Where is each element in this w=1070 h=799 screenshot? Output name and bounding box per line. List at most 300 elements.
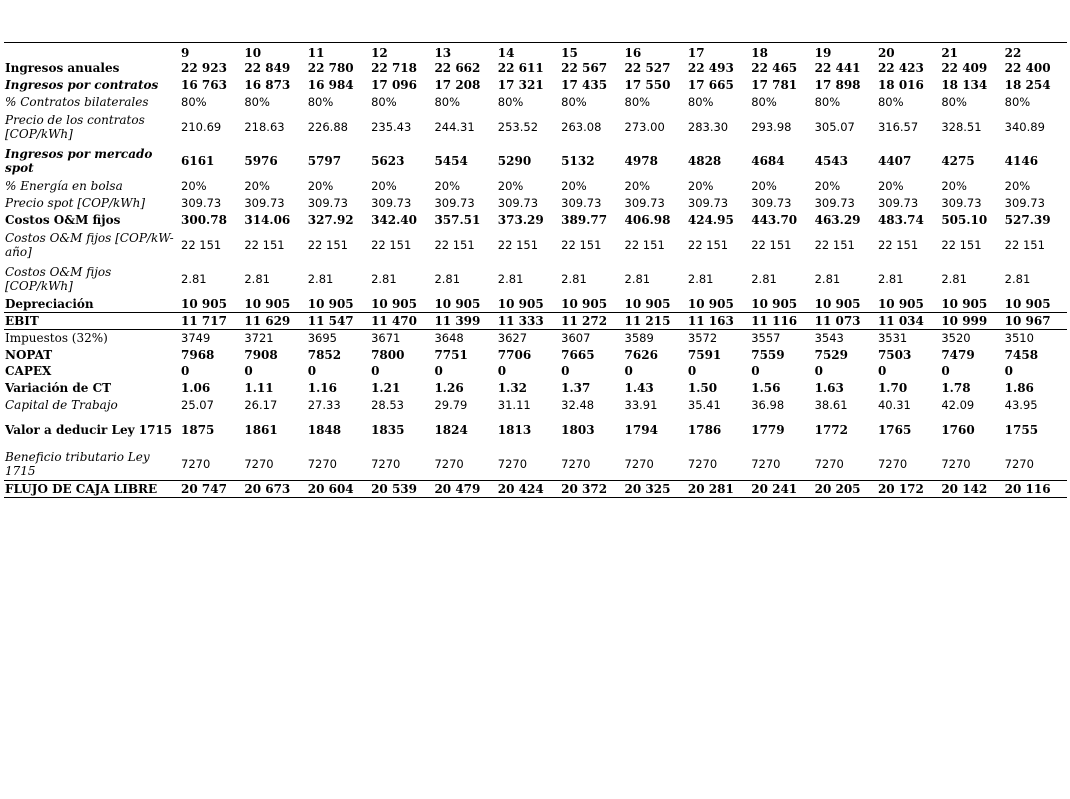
cell-value: 20 241 [750,481,813,498]
cell-value: 80% [434,94,460,109]
cell-value: 1760 [941,422,975,437]
cell-value: 4146 [1004,154,1039,169]
cell-value: 22 923 [181,61,227,76]
cell-value: 11 717 [180,313,243,330]
cell-value: 20 673 [243,481,306,498]
row-label: Ingresos anuales [5,61,120,76]
year-header: 17 [687,45,705,60]
cell-value: 7706 [497,347,532,362]
cell-value: 3627 [497,331,528,346]
table-row [4,346,1067,363]
row-label: Valor a deducir Ley 1715 [5,422,173,437]
cell-value: 10 905 [307,297,354,312]
cell-value: 17 550 [624,78,671,93]
table-row [4,262,1067,296]
cell-value: 20% [751,179,777,194]
cell-value: 527.39 [1004,212,1051,227]
cell-value: 10 905 [687,297,734,312]
table-row [4,110,1067,144]
cell-value: 309.73 [181,196,222,211]
cell-value: 10 905 [814,297,861,312]
cell-value: 357.51 [434,212,481,227]
cell-value: 3531 [877,331,908,346]
cell-value: 22 465 [751,61,798,76]
cell-value: 20 205 [814,481,877,498]
cell-value: 0 [307,364,317,379]
cell-value: 0 [1004,364,1014,379]
table-row [4,330,1067,347]
cell-value: 10 905 [877,297,924,312]
cell-value: 309.73 [941,196,982,211]
cell-value: 309.73 [687,196,729,211]
cell-value: 3721 [244,331,274,346]
cell-value: 1861 [244,422,278,437]
year-header: 19 [814,45,832,60]
cell-value: 16 984 [307,78,354,93]
cell-value: 309.73 [814,196,855,211]
row-label: NOPAT [5,347,53,362]
cell-value: 20 172 [877,481,940,498]
year-header: 20 [877,45,895,60]
cell-value: 244.31 [434,120,475,135]
cell-value: 1772 [814,422,848,437]
row-label: Ingresos por contratos [5,78,159,93]
cell-value: 10 905 [244,297,291,312]
cell-value: 7270 [814,456,844,471]
cell-value: 309.73 [624,196,665,211]
cell-value: 36.98 [751,397,785,412]
cell-value: 2.81 [307,272,334,287]
year-header: 9 [181,45,190,60]
cell-value: 424.95 [687,212,734,227]
cell-value: 2.81 [561,272,587,287]
cell-value: 18 254 [1004,78,1051,93]
cell-value: 7270 [307,456,337,471]
cell-value: 22 151 [371,238,412,253]
cell-value: 11 470 [370,313,433,330]
cell-value: 11 163 [687,313,750,330]
cell-value: 5454 [434,154,468,169]
cell-value: 11 116 [750,313,813,330]
cell-value: 28.53 [371,397,405,412]
row-label: Ingresos por mercado spot [5,147,153,176]
cell-value: 2.81 [814,272,841,287]
cell-value: 1.50 [687,380,718,395]
cell-value: 20% [244,179,270,194]
cell-value: 22 151 [941,238,982,253]
row-label: Costos O&M fijos [COP/kWh] [5,265,112,294]
cell-value: 22 409 [941,61,988,76]
cell-value: 80% [687,94,714,109]
cell-value: 309.73 [244,196,285,211]
cell-value: 2.81 [877,272,904,287]
cell-value: 0 [244,364,253,379]
cell-value: 80% [181,94,207,109]
cell-value: 7559 [751,347,785,362]
cell-value: 300.78 [181,212,227,227]
cell-value: 4407 [877,154,912,169]
cell-value: 17 096 [371,78,418,93]
cell-value: 22 151 [244,238,285,253]
cell-value: 10 905 [1004,297,1051,312]
cell-value: 40.31 [877,397,911,412]
cell-value: 5290 [497,154,532,169]
cell-value: 7852 [307,347,342,362]
row-label: FLUJO DE CAJA LIBRE [4,481,180,498]
cell-value: 7270 [497,456,528,471]
cell-value: 17 665 [687,78,734,93]
cell-value: 11 547 [307,313,370,330]
cell-value: 3589 [624,331,654,346]
row-label: Variación de CT [5,380,112,395]
cell-value: 226.88 [307,120,348,135]
cell-value: 1.32 [497,380,528,395]
cell-value: 0 [561,364,570,379]
cell-value: 342.40 [371,212,418,227]
cell-value: 10 905 [941,297,988,312]
cell-value: 7270 [244,456,274,471]
cell-value: 309.73 [434,196,475,211]
cell-value: 11 034 [877,313,940,330]
cell-value: 1.63 [814,380,844,395]
cell-value: 20% [814,179,841,194]
cell-value: 389.77 [561,212,608,227]
cell-value: 309.73 [877,196,919,211]
cell-value: 80% [371,94,397,109]
cell-value: 11 333 [497,313,560,330]
year-header: 13 [434,45,452,60]
cell-value: 1.26 [434,380,464,395]
cell-value: 1813 [497,422,532,437]
cell-value: 406.98 [624,212,671,227]
table-row [4,380,1067,397]
cell-value: 20 281 [687,481,750,498]
cell-value: 7270 [624,456,654,471]
cell-value: 20% [371,179,397,194]
cell-value: 3749 [181,331,211,346]
cell-value: 3695 [307,331,337,346]
cell-value: 5623 [371,154,405,169]
row-label: CAPEX [5,364,52,379]
year-header: 14 [497,45,515,60]
cell-value: 17 321 [497,78,544,93]
cell-value: 263.08 [561,120,602,135]
row-label: Beneficio tributario Ley 1715 [5,449,150,478]
row-label: Costos O&M fijos [5,212,121,227]
cell-value: 5797 [307,154,342,169]
cell-value: 1765 [877,422,912,437]
cell-value: 505.10 [941,212,988,227]
table-row [4,195,1067,212]
cell-value: 22 662 [434,61,481,76]
cell-value: 2.81 [941,272,967,287]
row-label: EBIT [4,313,180,330]
cell-value: 22 567 [561,61,608,76]
cell-value: 5132 [561,154,595,169]
cell-value: 20% [687,179,714,194]
cell-value: 22 151 [624,238,665,253]
cell-value: 7968 [181,347,215,362]
cell-value: 1779 [751,422,785,437]
cell-value: 314.06 [244,212,291,227]
cell-value: 4275 [941,154,975,169]
cell-value: 18 016 [877,78,924,93]
cell-value: 22 527 [624,61,671,76]
year-header: 16 [624,45,642,60]
header-corner [4,43,180,61]
cell-value: 80% [497,94,524,109]
cell-value: 20% [561,179,587,194]
cell-value: 35.41 [687,397,721,412]
cell-value: 22 441 [814,61,861,76]
cell-value: 25.07 [181,397,214,412]
table-row [4,144,1067,178]
cell-value: 7270 [434,456,464,471]
cell-value: 11 073 [814,313,877,330]
table-row [4,93,1067,110]
cell-value: 0 [687,364,697,379]
cell-value: 7626 [624,347,658,362]
cell-value: 1794 [624,422,658,437]
cell-value: 17 781 [751,78,798,93]
cell-value: 22 400 [1004,61,1051,76]
cell-value: 11 629 [243,313,306,330]
cell-value: 0 [941,364,950,379]
cell-value: 26.17 [244,397,278,412]
cell-value: 32.48 [561,397,595,412]
cell-value: 4543 [814,154,848,169]
year-header: 22 [1004,45,1022,60]
cell-value: 309.73 [307,196,348,211]
cell-value: 17 898 [814,78,861,93]
cell-value: 328.51 [941,120,982,135]
cell-value: 5976 [244,154,278,169]
cell-value: 327.92 [307,212,354,227]
cell-value: 20% [307,179,334,194]
cell-value: 80% [244,94,270,109]
table-body [4,43,1067,498]
cell-value: 10 967 [1004,313,1067,330]
cell-value: 18 134 [941,78,988,93]
row-label: % Contratos bilaterales [5,94,149,109]
cell-value: 2.81 [687,272,714,287]
cell-value: 1786 [687,422,722,437]
cell-value: 1.11 [244,380,274,395]
cell-value: 22 611 [497,61,544,76]
cell-value: 7908 [244,347,278,362]
cell-value: 0 [181,364,190,379]
cell-value: 3510 [1004,331,1034,346]
year-header: 18 [751,45,768,60]
cell-value: 80% [941,94,967,109]
cell-value: 22 151 [497,238,539,253]
cell-value: 2.81 [497,272,524,287]
cell-value: 2.81 [1004,272,1031,287]
cell-value: 443.70 [751,212,798,227]
cell-value: 309.73 [1004,196,1045,211]
cell-value: 3572 [687,331,718,346]
cell-value: 20 539 [370,481,433,498]
table-row [4,481,1067,498]
cell-value: 80% [561,94,587,109]
cell-value: 7270 [877,456,908,471]
cell-value: 218.63 [244,120,285,135]
row-label: Impuestos (32%) [5,331,108,346]
cell-value: 7270 [181,456,211,471]
cell-value: 7458 [1004,347,1039,362]
cell-value: 1875 [181,422,215,437]
table-row [4,60,1067,77]
year-header: 15 [561,45,578,60]
cell-value: 20% [941,179,967,194]
cell-value: 33.91 [624,397,658,412]
cell-value: 10 905 [561,297,608,312]
cell-value: 7751 [434,347,468,362]
cell-value: 22 151 [687,238,729,253]
cell-value: 0 [751,364,760,379]
table-row [4,413,1067,447]
cell-value: 7270 [561,456,591,471]
cell-value: 16 873 [244,78,291,93]
row-label: Precio spot [COP/kWh] [5,196,146,211]
year-header: 21 [941,45,959,60]
cell-value: 20 479 [433,481,496,498]
cell-value: 309.73 [561,196,602,211]
cell-value: 22 151 [1004,238,1045,253]
cell-value: 235.43 [371,120,412,135]
row-label: Capital de Trabajo [5,397,118,412]
cell-value: 0 [877,364,887,379]
cell-value: 22 423 [877,61,924,76]
cell-value: 2.81 [371,272,397,287]
cell-value: 27.33 [307,397,341,412]
cell-value: 20 424 [497,481,560,498]
cell-value: 1.06 [181,380,211,395]
cell-value: 7503 [877,347,912,362]
cell-value: 22 780 [307,61,354,76]
cell-value: 1.78 [941,380,971,395]
cell-value: 80% [307,94,334,109]
cell-value: 10 905 [497,297,544,312]
table-row [4,396,1067,413]
table-row [4,363,1067,380]
cash-flow-table [4,42,1067,498]
cell-value: 11 399 [433,313,496,330]
cell-value: 29.79 [434,397,468,412]
table-row [4,296,1067,313]
cell-value: 7800 [371,347,405,362]
cell-value: 80% [814,94,841,109]
cell-value: 10 905 [624,297,671,312]
cell-value: 11 272 [560,313,623,330]
cell-value: 10 999 [940,313,1003,330]
cell-value: 3607 [561,331,591,346]
cell-value: 2.81 [751,272,777,287]
cell-value: 4978 [624,154,658,169]
cell-value: 1835 [371,422,405,437]
table-row [4,313,1067,330]
table-row [4,178,1067,195]
cell-value: 3648 [434,331,464,346]
cell-value: 0 [814,364,823,379]
row-label: % Energía en bolsa [5,179,123,194]
cell-value: 80% [751,94,777,109]
cell-value: 22 718 [371,61,418,76]
cell-value: 22 151 [307,238,348,253]
cell-value: 2.81 [434,272,461,287]
cell-value: 309.73 [751,196,792,211]
table-row [4,228,1067,262]
cell-value: 80% [1004,94,1031,109]
cell-value: 3671 [371,331,401,346]
cell-value: 17 208 [434,78,481,93]
cell-value: 7270 [1004,456,1034,471]
cell-value: 1.16 [307,380,337,395]
cell-value: 1.70 [877,380,908,395]
cell-value: 7270 [751,456,781,471]
cell-value: 22 151 [561,238,602,253]
cell-value: 316.57 [877,120,919,135]
cell-value: 20% [1004,179,1031,194]
cell-value: 80% [624,94,651,109]
cell-value: 7270 [941,456,971,471]
table-row [4,211,1067,228]
cell-value: 483.74 [877,212,924,227]
cell-value: 210.69 [181,120,222,135]
cell-value: 309.73 [371,196,412,211]
cell-value: 10 905 [371,297,418,312]
cell-value: 7665 [561,347,595,362]
cell-value: 22 151 [814,238,855,253]
cell-value: 305.07 [814,120,855,135]
cell-value: 10 905 [434,297,481,312]
cell-value: 22 849 [244,61,291,76]
cell-value: 293.98 [751,120,792,135]
cell-value: 0 [371,364,380,379]
cell-value: 7270 [371,456,401,471]
cell-value: 43.95 [1004,397,1038,412]
cell-value: 20 142 [940,481,1003,498]
cell-value: 4828 [687,154,722,169]
cell-value: 1755 [1004,422,1039,437]
table-row [4,447,1067,481]
cell-value: 340.89 [1004,120,1045,135]
year-header-row [4,43,1067,61]
cell-value: 20% [434,179,460,194]
cell-value: 0 [434,364,443,379]
cell-value: 38.61 [814,397,848,412]
year-header: 11 [307,45,325,60]
row-label: Precio de los contratos [COP/kWh] [5,113,145,142]
cell-value: 11 215 [624,313,687,330]
cell-value: 3557 [751,331,781,346]
cell-value: 3543 [814,331,844,346]
cell-value: 373.29 [497,212,544,227]
cell-value: 253.52 [497,120,539,135]
cell-value: 20 747 [180,481,243,498]
cell-value: 2.81 [181,272,207,287]
cell-value: 309.73 [497,196,539,211]
cell-value: 7479 [941,347,975,362]
table-row [4,77,1067,94]
cell-value: 1.56 [751,380,781,395]
row-label: Depreciación [5,297,94,312]
cell-value: 22 151 [751,238,792,253]
cell-value: 22 493 [687,61,734,76]
cell-value: 1848 [307,422,342,437]
cell-value: 20 325 [624,481,687,498]
cell-value: 2.81 [244,272,270,287]
